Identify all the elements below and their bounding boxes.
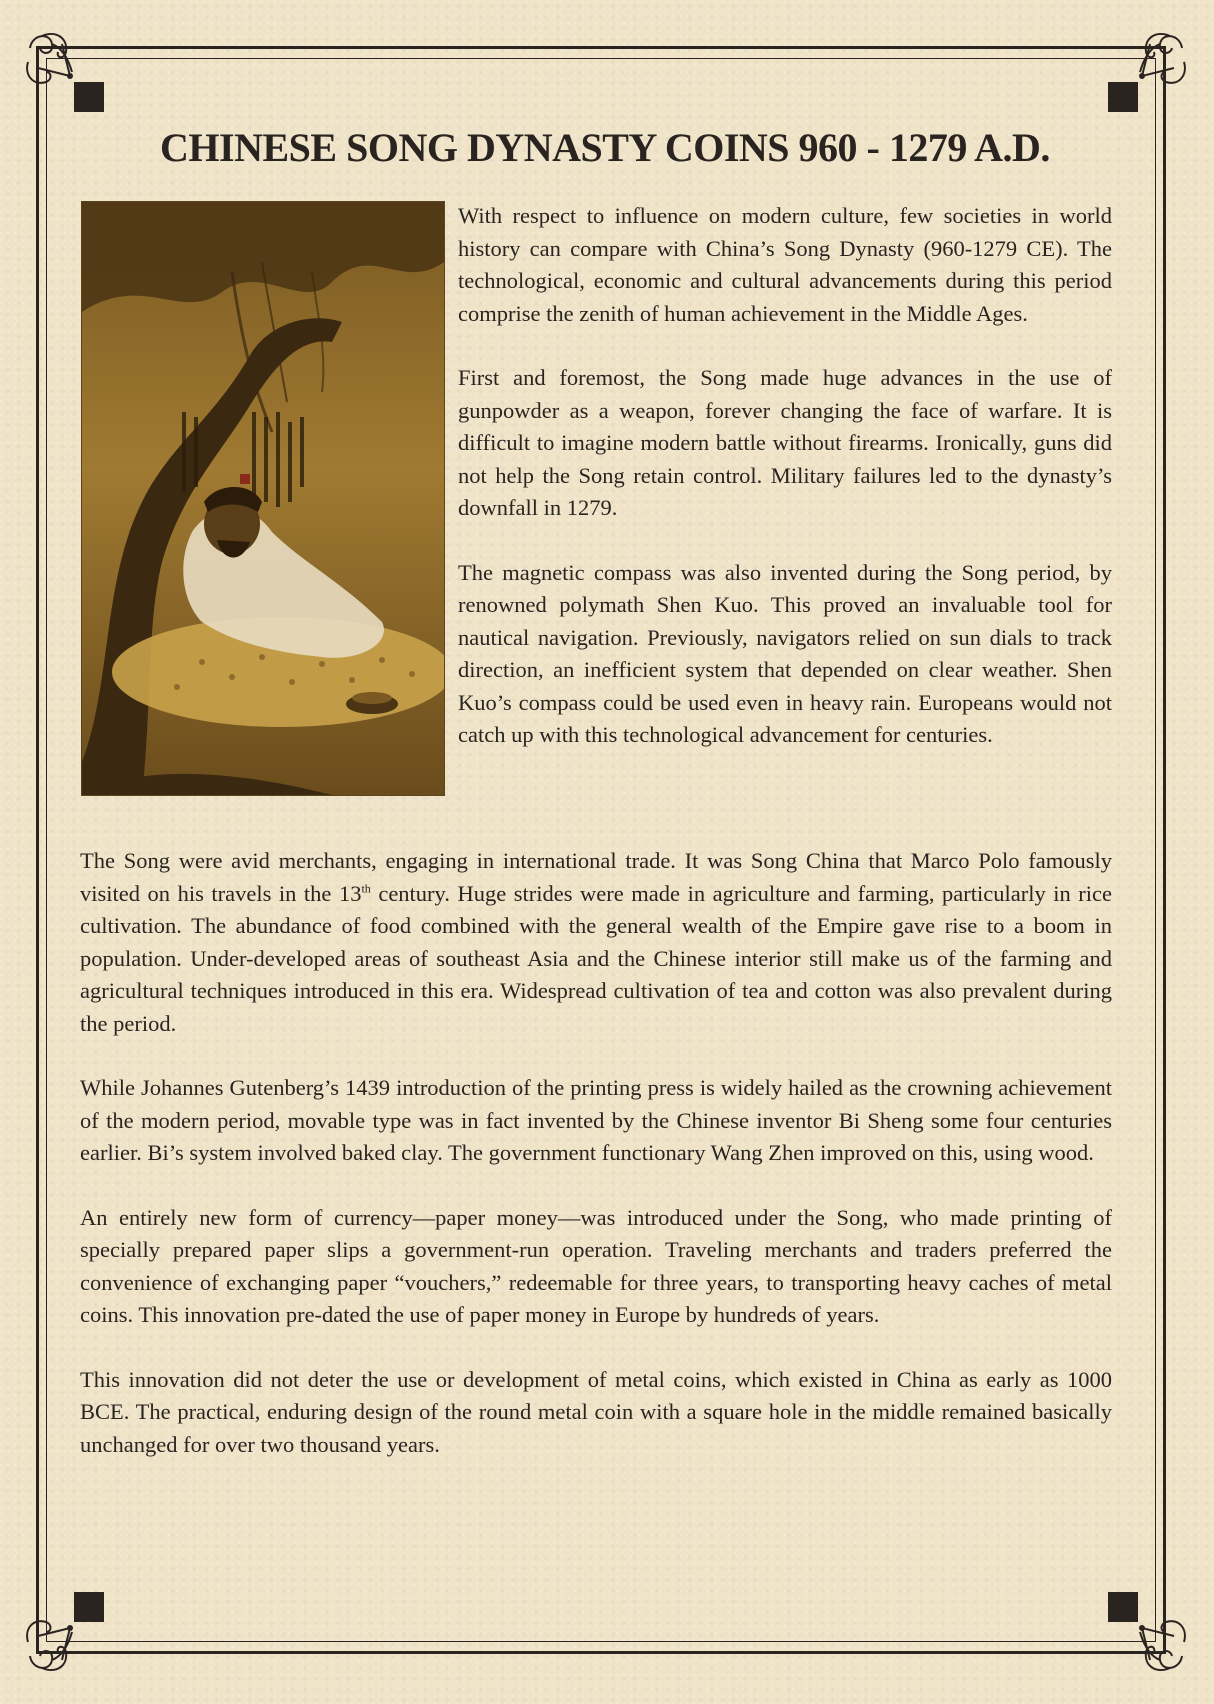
paragraph: First and foremost, the Song made huge advances in the use of gunpowder as a weapon, forever changing the face of warfare. It is difficult to imagine modern battle without firearms. Ironically, guns did not help the Song retain control. Military failures led to the dynasty’s downfall in 1279. [458,365,1112,520]
paragraph: With respect to influence on modern culture, few societies in world history can compare with China’s Song Dynasty (960-1279 CE). The technological, economic and cultural advancements during this period comprise the zenith of human achievement in the Middle Ages. [458,203,1112,326]
paragraph: An entirely new form of currency—paper money—was introduced under the Song, who made printing of specially prepared paper slips a government-run operation. Traveling merchants and traders preferred the convenience of exchanging paper “vouchers,” redeemable for three years, to transporting heavy caches of metal coins. This innovation pre-dated the use of paper money in Europe by hundreds of years. [80,1204,1112,1327]
corner-ornament-icon [22,28,112,118]
paragraph-text: The Song were avid merchants, engaging in international trade. It was Song China that Marco Polo famously visited on his travels in the 13 [80,848,1112,906]
corner-ornament-icon [22,1586,112,1676]
body-column [80,845,1112,1493]
paragraph: This innovation did not deter the use or development of metal coins, which existed in China as early as 1000 BCE. The practical, enduring design of the round metal coin with a square hole in the middle remained basically unchanged for over two thousand years. [80,1366,1112,1457]
paragraph-trade [80,845,1112,1040]
corner-ornament-icon [1100,28,1190,118]
intro-column [458,200,1112,784]
paragraph-text: century. Huge strides were made in agriculture and farming, particularly in rice cultivation. The abundance of food combined with the general wealth of the Empire gave rise to a boom in population. Under-developed areas of southeast Asia and the Chinese interior still make us of the farming and agricultural techniques introduced in this era. Widespread cultivation of tea and cotton was also prevalent during the period. [80,880,1112,1036]
song-dynasty-painting [82,202,444,795]
paragraph: The magnetic compass was also invented during the Song period, by renowned polymath Shen Kuo. This proved an invaluable tool for nautical navigation. Previously, navigators relied on sun dials to track direction, an inefficient system that depended on clear weather. Shen Kuo’s compass could be used even in heavy rain. Europeans would not catch up with this technological advancement for centuries. [458,559,1112,747]
corner-ornament-icon [1100,1586,1190,1676]
superscript: th [361,881,371,895]
page-title: CHINESE SONG DYNASTY COINS 960 - 1279 A.D. [160,125,1050,170]
paragraph: While Johannes Gutenberg’s 1439 introduction of the printing press is widely hailed as the crowning achievement of the modern period, movable type was in fact invented by the Chinese inventor Bi Sheng some four centuries earlier. Bi’s system involved baked clay. The government functionary Wang Zhen improved on this, using wood. [80,1075,1112,1165]
